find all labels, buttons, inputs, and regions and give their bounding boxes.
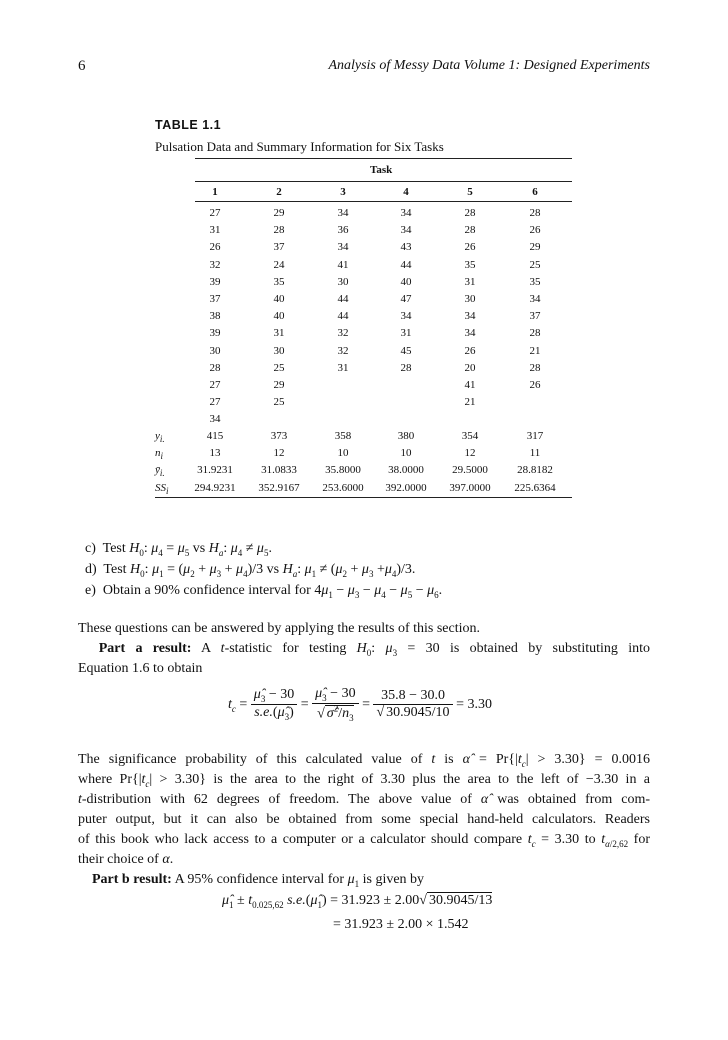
table-cell: 28 bbox=[464, 207, 476, 219]
table-cell: 39 bbox=[209, 327, 221, 340]
paragraph-significance-6: their choice of α. bbox=[78, 852, 174, 867]
table-cell: 34 bbox=[337, 207, 349, 219]
table-summary-cell: 28.8182 bbox=[517, 464, 553, 477]
paragraph-significance-4: puter output, but it can also be obtained from some special hand-held calculators. Readers bbox=[78, 812, 650, 827]
table-summary-cell: 38.0000 bbox=[388, 464, 424, 477]
equation-ci-line1: $\mû_1 \pm t_{0.025,62}$ $s.e.(\mû_1) = 31.923 \pm 2.00√$ 30.9045/13 bbox=[222, 893, 493, 910]
table-cell: 35 bbox=[529, 275, 541, 288]
table-cell: 31 bbox=[464, 275, 476, 288]
table-cell: 34 bbox=[209, 413, 221, 426]
table-row-label: $n_i$ bbox=[155, 447, 164, 462]
table-column-header: 4 bbox=[403, 186, 409, 198]
table-cell: 28 bbox=[209, 361, 221, 374]
table-column-header: 2 bbox=[276, 186, 282, 198]
paragraph-part-a: Part a result: A t-statistic for testing $H_0$: $\mu_3 = 30$ is obtained by substituting into bbox=[98, 641, 650, 658]
table-cell: 27 bbox=[209, 379, 221, 391]
table-cell: 37 bbox=[273, 241, 285, 254]
table-cell: 30 bbox=[273, 344, 285, 357]
table-row-label: $ȳ_{i.}$ bbox=[155, 464, 165, 479]
table-cell: 43 bbox=[400, 241, 412, 254]
running-title: Analysis of Messy Data Volume 1: Designed Experiments bbox=[328, 58, 650, 73]
table-label: TABLE 1.1 bbox=[155, 118, 222, 132]
table-cell: 32 bbox=[209, 258, 221, 271]
table-summary-cell: 373 bbox=[270, 430, 288, 442]
table-cell: 29 bbox=[273, 207, 285, 219]
table-cell: 26 bbox=[529, 379, 541, 391]
table-summary-cell: 35.8000 bbox=[325, 464, 361, 477]
table-cell: 47 bbox=[400, 293, 412, 305]
table-cell: 31 bbox=[209, 224, 221, 237]
table-summary-cell: 11 bbox=[529, 447, 541, 460]
table-cell: 44 bbox=[337, 310, 349, 323]
table-cell: 34 bbox=[400, 310, 412, 323]
table-cell: 31 bbox=[400, 327, 412, 340]
table-cell: 40 bbox=[273, 293, 285, 305]
paragraph-significance-3: t-distribution with 62 degrees of freedom. The above value of α̂ was obtained from com- bbox=[78, 792, 650, 807]
table-cell: 31 bbox=[273, 327, 285, 340]
table-summary-cell: 352.9167 bbox=[258, 481, 300, 494]
table-summary-cell: 358 bbox=[334, 430, 352, 442]
table-summary-cell: 294.9231 bbox=[194, 481, 236, 494]
table-summary-cell: 317 bbox=[526, 430, 544, 442]
table-cell: 44 bbox=[400, 258, 412, 271]
table-cell: 26 bbox=[209, 241, 221, 254]
table-column-header: 1 bbox=[212, 186, 218, 198]
table-bottom-rule bbox=[155, 497, 572, 498]
table-row-label: $y_{i.}$ bbox=[155, 430, 165, 445]
list-item-d: d) Test $H_0$: $\mu_1 = (\mu_2 + \mu_3 + \mu_4)/3$ vs $H_a$: $\mu_1 \ne (\mu_2 + \mu_3 +\mu_4)/3$. bbox=[78, 562, 416, 579]
table-cell: 30 bbox=[464, 293, 476, 305]
table-summary-cell: 10 bbox=[400, 447, 412, 460]
table-summary-cell: 354 bbox=[461, 430, 479, 442]
paragraph-part-a-cont: Equation 1.6 to obtain bbox=[78, 661, 203, 676]
table-summary-cell: 10 bbox=[337, 447, 349, 460]
table-cell: 30 bbox=[209, 344, 221, 357]
table-group-rule bbox=[195, 181, 572, 182]
table-cell: 25 bbox=[529, 258, 541, 271]
table-summary-cell: 380 bbox=[397, 430, 415, 442]
table-column-header: 6 bbox=[532, 186, 538, 198]
table-cell: 30 bbox=[337, 275, 349, 288]
table-cell: 28 bbox=[529, 207, 541, 219]
table-cell: 25 bbox=[273, 361, 285, 374]
page-number: 6 bbox=[78, 58, 86, 74]
table-cell: 27 bbox=[209, 207, 221, 219]
table-cell: 28 bbox=[529, 327, 541, 340]
table-summary-cell: 12 bbox=[464, 447, 476, 460]
table-header-rule bbox=[195, 201, 572, 202]
table-cell: 26 bbox=[464, 344, 476, 357]
table-cell: 36 bbox=[337, 224, 349, 237]
table-cell: 44 bbox=[337, 293, 349, 305]
equation-ci-line2: = 31.923 ± 2.00 × 1.542 bbox=[333, 917, 469, 932]
table-summary-cell: 31.9231 bbox=[197, 464, 233, 477]
table-cell: 31 bbox=[337, 361, 349, 374]
table-summary-cell: 12 bbox=[273, 447, 285, 460]
table-cell: 26 bbox=[529, 224, 541, 237]
table-cell: 34 bbox=[464, 327, 476, 340]
table-cell: 24 bbox=[273, 258, 285, 271]
table-cell: 41 bbox=[337, 258, 349, 271]
table-cell: 28 bbox=[464, 224, 476, 237]
table-cell: 26 bbox=[464, 241, 476, 254]
table-cell: 34 bbox=[529, 293, 541, 305]
table-cell: 37 bbox=[209, 293, 221, 305]
paragraph-intro: These questions can be answered by applying the results of this section. bbox=[78, 621, 481, 636]
table-summary-cell: 31.0833 bbox=[261, 464, 297, 477]
table-summary-cell: 13 bbox=[209, 447, 221, 460]
paragraph-significance-5: of this book who lack access to a computer or a calculator should compare $t_c = 3.30$ to $t_{\alpha/2,62}$ for bbox=[78, 832, 650, 849]
table-top-rule bbox=[195, 158, 572, 159]
table-summary-cell: 29.5000 bbox=[452, 464, 488, 477]
table-cell: 29 bbox=[273, 379, 285, 391]
table-cell: 32 bbox=[337, 344, 349, 357]
table-cell: 40 bbox=[400, 275, 412, 288]
table-column-header: 5 bbox=[467, 186, 473, 198]
paragraph-part-b: Part b result: A 95% confidence interval for $\mu_1$ is given by bbox=[92, 872, 425, 889]
paragraph-significance-1: The significance probability of this calculated value of t is α̂ = $Pr\{|t_c| > 3.30\} = 0.0016$ bbox=[78, 752, 650, 769]
table-cell: 40 bbox=[273, 310, 285, 323]
table-row-label: $SS_i$ bbox=[155, 481, 169, 496]
list-item-e: e) Obtain a 90% confidence interval for $4\mu_1 - \mu_3 - \mu_4 - \mu_5 - \mu_6$. bbox=[78, 583, 443, 600]
table-cell: 35 bbox=[464, 258, 476, 271]
table-cell: 21 bbox=[529, 344, 541, 357]
table-cell: 37 bbox=[529, 310, 541, 323]
equation-t-statistic: $t_c$ = $\frac{\mû_3 - 30}{s.e.(\mû_3)}$ = $\frac{\mû_3 - 30}{√ \sigmâ^2/n_3}$ = $\frac{35.8 - 30.0}{√ 30.9045/10}$ = 3.30 bbox=[228, 686, 492, 724]
list-item-c: c) Test $H_0$: $\mu_4 = \mu_5$ vs $H_a$: $\mu_4 \ne \mu_5$. bbox=[78, 541, 272, 558]
table-cell: 27 bbox=[209, 396, 221, 409]
table-cell: 34 bbox=[464, 310, 476, 323]
table-cell: 28 bbox=[273, 224, 285, 237]
table-cell: 45 bbox=[400, 344, 412, 357]
table-group-header: Task bbox=[370, 164, 393, 176]
table-cell: 34 bbox=[337, 241, 349, 254]
table-cell: 32 bbox=[337, 327, 349, 340]
table-summary-cell: 253.6000 bbox=[322, 481, 364, 494]
table-cell: 29 bbox=[529, 241, 541, 254]
table-cell: 28 bbox=[529, 361, 541, 374]
table-cell: 20 bbox=[464, 361, 476, 374]
question-list bbox=[78, 541, 442, 604]
table-caption: Pulsation Data and Summary Information for Six Tasks bbox=[155, 139, 444, 154]
table-cell: 38 bbox=[209, 310, 221, 323]
table-cell: 34 bbox=[400, 224, 412, 237]
table-cell: 28 bbox=[400, 361, 412, 374]
table-summary-cell: 397.0000 bbox=[449, 481, 491, 494]
table-summary-cell: 225.6364 bbox=[514, 481, 556, 494]
table-cell: 21 bbox=[464, 396, 476, 409]
table-cell: 34 bbox=[400, 207, 412, 219]
table-summary-cell: 415 bbox=[206, 430, 224, 442]
table-summary-cell: 392.0000 bbox=[385, 481, 427, 494]
table-cell: 25 bbox=[273, 396, 285, 409]
table-cell: 35 bbox=[273, 275, 285, 288]
table-cell: 41 bbox=[464, 379, 476, 391]
paragraph-significance-2: where $Pr\{|t_c| > 3.30\}$ is the area to the right of 3.30 plus the area to the left of −3.30 in a bbox=[78, 772, 650, 789]
table-column-header: 3 bbox=[340, 186, 346, 198]
table-cell: 39 bbox=[209, 275, 221, 288]
